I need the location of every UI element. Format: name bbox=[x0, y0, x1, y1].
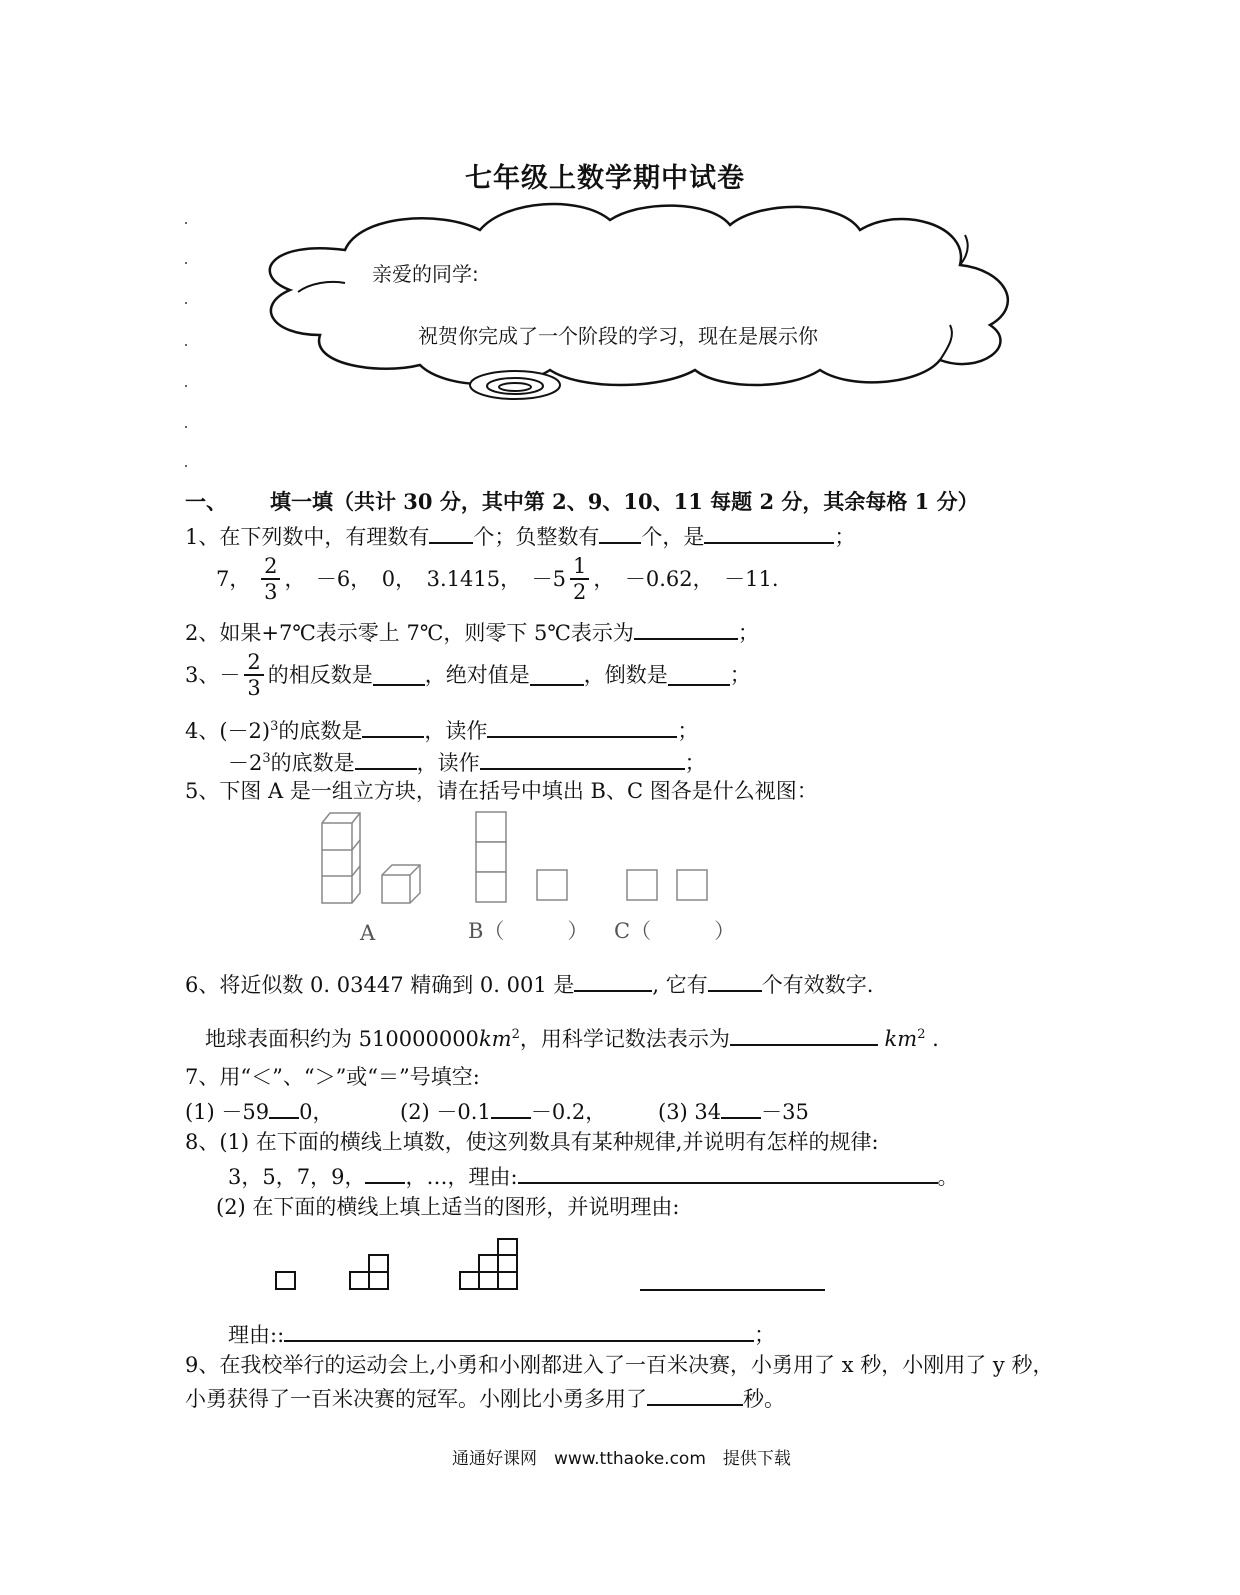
q3-text: 3、－ bbox=[185, 663, 241, 687]
answer-blank[interactable] bbox=[730, 1024, 878, 1046]
question-6-line-2 bbox=[205, 1022, 939, 1052]
answer-blank[interactable] bbox=[574, 970, 652, 992]
exponent: 3 bbox=[270, 719, 279, 734]
answer-blank[interactable] bbox=[429, 522, 473, 544]
question-8-text-1: 8、(1) 在下面的横线上填数，使这列数具有某种规律,并说明有怎样的规律: bbox=[185, 1130, 879, 1154]
answer-blank[interactable] bbox=[362, 716, 424, 738]
cube-views-figure bbox=[300, 805, 740, 915]
q2-text: ； bbox=[737, 621, 759, 645]
answer-blank[interactable] bbox=[373, 664, 425, 686]
q7-text: (1) －59 bbox=[185, 1100, 270, 1124]
question-5-text: 5、下图 A 是一组立方块，请在括号中填出 B、C 图各是什么视图： bbox=[185, 779, 818, 803]
q6-text: 地球表面积约为 510000000 bbox=[205, 1027, 479, 1051]
q1-text: 1、在下列数中，有理数有 bbox=[185, 525, 430, 549]
question-9-line-2 bbox=[185, 1384, 785, 1412]
question-4-line-2 bbox=[228, 746, 706, 776]
denominator: 3 bbox=[247, 676, 261, 700]
q6-text: 个有效数字. bbox=[761, 973, 874, 997]
answer-blank[interactable] bbox=[647, 1384, 743, 1406]
section-heading: 填一填（共计 30 分，其中第 2、9、10、11 每题 2 分，其余每格 1 分） bbox=[270, 489, 979, 514]
q6-text: , 它有 bbox=[652, 973, 708, 997]
question-8-text-2: (2) 在下面的横线上填上适当的图形，并说明理由: bbox=[216, 1195, 680, 1219]
q7-text: (2) －0.1 bbox=[400, 1100, 491, 1124]
q2-text: 2、如果+7℃表示零上 7℃，则零下 5℃表示为 bbox=[185, 621, 634, 645]
answer-blank[interactable] bbox=[284, 1320, 754, 1342]
cloud-greeting: 亲爱的同学: bbox=[372, 262, 479, 286]
q4-text: ，读作 bbox=[424, 719, 488, 743]
page-footer: 通通好课网 www.tthaoke.com 提供下载 bbox=[452, 1449, 791, 1469]
q9-text: 秒。 bbox=[743, 1387, 785, 1411]
q6-text: . bbox=[932, 1027, 939, 1051]
number-item: 7， bbox=[216, 567, 251, 591]
question-1-numbers bbox=[216, 554, 779, 604]
answer-blank[interactable] bbox=[599, 522, 641, 544]
q4-text: 的底数是 bbox=[278, 719, 363, 743]
question-7-text: 7、用“＜”、“＞”或“＝”号填空: bbox=[185, 1065, 480, 1089]
q8-text: ； bbox=[754, 1323, 776, 1347]
q8-text: ，…，理由: bbox=[405, 1165, 518, 1189]
answer-blank[interactable] bbox=[704, 522, 834, 544]
q9-text: 小勇获得了一百米决赛的冠军。小刚比小勇多用了 bbox=[185, 1387, 647, 1411]
fraction bbox=[244, 650, 263, 700]
question-6-line-1 bbox=[185, 970, 873, 998]
numerator: 1 bbox=[573, 554, 587, 578]
margin-dot bbox=[185, 262, 187, 264]
question-7-part-3 bbox=[658, 1097, 809, 1125]
number-item: ， －0.62， －11. bbox=[593, 567, 779, 591]
unit: km bbox=[478, 1027, 512, 1051]
q6-text: ，用科学记数法表示为 bbox=[519, 1027, 730, 1051]
staircase-pattern-figure bbox=[270, 1235, 830, 1295]
answer-blank[interactable] bbox=[518, 1162, 938, 1184]
answer-blank[interactable] bbox=[721, 1097, 761, 1119]
q4-text: ； bbox=[684, 751, 706, 775]
answer-blank[interactable] bbox=[487, 716, 677, 738]
cloud-bubble-graphic bbox=[250, 195, 1020, 410]
q4-text: 的底数是 bbox=[270, 751, 355, 775]
numerator: 2 bbox=[247, 650, 261, 674]
answer-blank[interactable] bbox=[365, 1162, 405, 1184]
question-3-line bbox=[185, 650, 751, 700]
answer-blank[interactable] bbox=[530, 664, 584, 686]
answer-blank[interactable] bbox=[480, 748, 685, 770]
margin-dot bbox=[185, 426, 187, 428]
q4-text: ，读作 bbox=[416, 751, 480, 775]
q3-text: ，绝对值是 bbox=[424, 663, 530, 687]
question-8-reason bbox=[228, 1320, 775, 1348]
q3-text: 的相反数是 bbox=[267, 663, 373, 687]
q6-text: 6、将近似数 0. 03447 精确到 0. 001 是 bbox=[185, 973, 575, 997]
margin-dot bbox=[185, 344, 187, 346]
answer-blank[interactable] bbox=[269, 1097, 299, 1119]
q8-text: 。 bbox=[937, 1165, 959, 1189]
question-7-part-2 bbox=[400, 1097, 606, 1125]
margin-dot bbox=[185, 222, 187, 224]
q3-text: ，倒数是 bbox=[583, 663, 668, 687]
figure-label-a: A bbox=[360, 921, 376, 945]
question-2-line bbox=[185, 618, 759, 646]
fraction bbox=[570, 554, 589, 604]
q1-text: 个，是 bbox=[641, 525, 705, 549]
q1-text: 个；负整数有 bbox=[473, 525, 600, 549]
number-item: ， －6， 0， 3.1415， －5 bbox=[284, 567, 566, 591]
section-number: 一、 bbox=[185, 489, 227, 514]
answer-blank[interactable] bbox=[668, 664, 730, 686]
cloud-message: 祝贺你完成了一个阶段的学习，现在是展示你 bbox=[418, 324, 818, 348]
question-7-part-1 bbox=[185, 1097, 334, 1125]
denominator: 3 bbox=[264, 580, 278, 604]
numerator: 2 bbox=[264, 554, 278, 578]
answer-blank[interactable] bbox=[708, 970, 762, 992]
question-9-line-1: 9、在我校举行的运动会上,小勇和小刚都进入了一百米决赛，小勇用了 x 秒，小刚用了 y 秒， bbox=[185, 1353, 1054, 1377]
q8-text: 理由:: bbox=[228, 1323, 285, 1347]
answer-blank[interactable] bbox=[355, 748, 417, 770]
q7-text: －0.2， bbox=[530, 1100, 607, 1124]
q1-text: ； bbox=[834, 525, 856, 549]
denominator: 2 bbox=[573, 580, 587, 604]
question-8-sequence bbox=[228, 1162, 959, 1190]
answer-blank[interactable] bbox=[634, 618, 738, 640]
figure-label-b: B（ ） bbox=[468, 919, 589, 943]
q4-text: ； bbox=[677, 719, 699, 743]
answer-blank[interactable] bbox=[491, 1097, 531, 1119]
fraction bbox=[261, 554, 280, 604]
q7-text: －35 bbox=[761, 1100, 809, 1124]
unit: km bbox=[884, 1027, 918, 1051]
margin-dot bbox=[185, 385, 187, 387]
exponent: 2 bbox=[511, 1027, 520, 1042]
q4-text: 4、(－2) bbox=[185, 719, 271, 743]
exponent: 2 bbox=[917, 1027, 926, 1042]
question-1-line bbox=[185, 522, 855, 550]
q7-text: 0， bbox=[299, 1100, 334, 1124]
margin-dot bbox=[185, 465, 187, 467]
q4-text: －2 bbox=[228, 751, 263, 775]
q8-text: 3，5，7，9， bbox=[228, 1165, 366, 1189]
margin-dot bbox=[185, 302, 187, 304]
exponent: 3 bbox=[262, 751, 271, 766]
figure-label-c: C（ ） bbox=[614, 919, 736, 943]
page-title: 七年级上数学期中试卷 bbox=[465, 163, 745, 194]
question-4-line-1 bbox=[185, 714, 698, 744]
q7-text: (3) 34 bbox=[658, 1100, 722, 1124]
q3-text: ； bbox=[729, 663, 751, 687]
